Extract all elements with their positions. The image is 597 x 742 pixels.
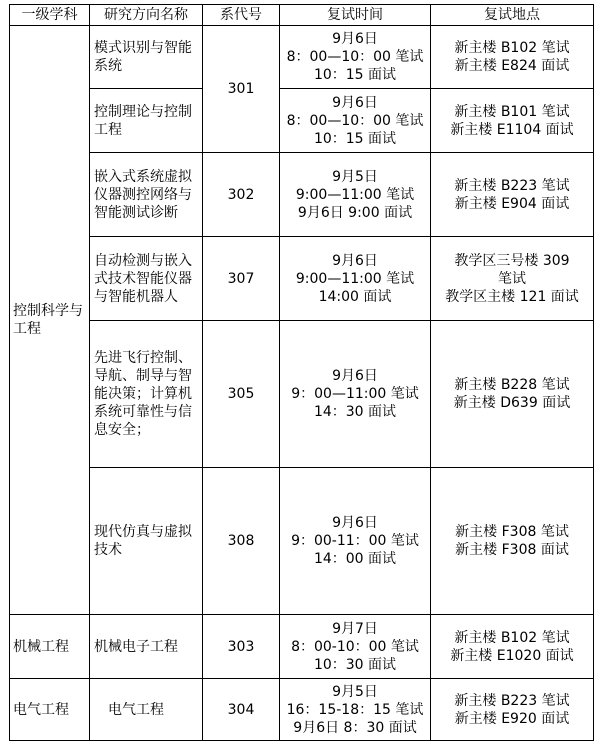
time-cell (280, 153, 431, 237)
time-cell (280, 468, 431, 615)
direction-cell: 模式识别与智能系统 (90, 26, 203, 89)
time-line: 10：15 面试 (313, 130, 397, 147)
code-cell: 302 (203, 153, 280, 237)
time-cell (280, 679, 431, 741)
direction-cell: 控制理论与控制工程 (90, 89, 203, 153)
header-time: 复试时间 (280, 5, 431, 26)
code-cell: 307 (203, 237, 280, 321)
place-line: 新主楼 B101 笔试 (454, 103, 570, 120)
time-cell (280, 615, 431, 679)
place-cell (431, 321, 594, 468)
time-line: 9：00-11：00 笔试 (291, 533, 419, 549)
time-line: 14:00 面试 (318, 288, 392, 305)
time-line: 9月6日 (332, 94, 378, 111)
place-cell (431, 26, 594, 89)
time-line: 9月6日 (332, 252, 378, 269)
place-cell (431, 615, 594, 679)
place-line: 笔试 (498, 270, 526, 287)
place-line: 新主楼 D639 面试 (453, 395, 571, 411)
place-cell (431, 679, 594, 741)
time-line: 9月6日 (332, 368, 378, 384)
direction-cell: 电气工程 (90, 679, 203, 741)
place-line: 新主楼 E1020 面试 (450, 647, 574, 664)
code-cell: 304 (203, 679, 280, 741)
place-line: 教学区三号楼 309 (454, 252, 570, 269)
time-line: 9月5日 (332, 168, 378, 185)
time-line: 9月6日 9:00 面试 (297, 204, 413, 221)
time-cell (280, 89, 431, 153)
table-row (10, 321, 594, 468)
time-line: 14：00 面试 (313, 551, 397, 567)
place-line: 新主楼 F308 面试 (455, 542, 569, 558)
time-line: 9：00—11:00 笔试 (291, 386, 419, 402)
place-cell (431, 89, 594, 153)
direction-cell: 先进飞行控制、导航、制导与智能决策；计算机系统可靠性与信息安全； (90, 321, 203, 468)
header-place: 复试地点 (431, 5, 594, 26)
table-row (10, 615, 594, 679)
direction-cell: 自动检测与嵌入式技术智能仪器与智能机器人 (90, 237, 203, 321)
place-cell (431, 468, 594, 615)
time-line: 14：30 面试 (313, 404, 397, 420)
subject-cell: 机械工程 (10, 615, 90, 679)
direction-cell: 机械电子工程 (90, 615, 203, 679)
time-line: 8：00-10：00 笔试 (291, 638, 419, 655)
table-row (10, 679, 594, 741)
place-line: 新主楼 F308 笔试 (455, 524, 569, 540)
time-line: 8：00—10：00 笔试 (286, 112, 424, 129)
time-cell (280, 26, 431, 89)
time-line: 10：30 面试 (313, 656, 397, 673)
place-line: 新主楼 B223 笔试 (454, 692, 570, 709)
place-line: 新主楼 B102 笔试 (454, 629, 570, 646)
header-direction: 研究方向名称 (90, 5, 203, 26)
time-line: 9月6日 (332, 515, 378, 531)
place-cell (431, 153, 594, 237)
time-line: 9:00—11:00 笔试 (295, 186, 415, 203)
code-cell: 308 (203, 468, 280, 615)
header-subject: 一级学科 (10, 5, 90, 26)
time-line: 9月6日 8：30 面试 (293, 719, 417, 736)
place-line: 新主楼 B228 笔试 (454, 377, 570, 393)
time-line: 9月7日 (332, 620, 378, 637)
header-code: 系代号 (203, 5, 280, 26)
header-row (10, 5, 594, 26)
time-line: 16：15-18：15 笔试 (286, 701, 424, 718)
place-line: 新主楼 E904 面试 (454, 195, 570, 212)
code-cell: 301 (203, 26, 280, 153)
direction-cell: 嵌入式系统虚拟仪器测控网络与智能测试诊断 (90, 153, 203, 237)
place-line: 教学区主楼 121 面试 (445, 288, 579, 305)
table-row (10, 468, 594, 615)
place-line: 新主楼 E824 面试 (454, 58, 570, 74)
time-line: 9:00—11:00 笔试 (295, 270, 415, 287)
retest-schedule-table (9, 4, 594, 741)
place-line: 新主楼 B102 笔试 (454, 40, 570, 56)
direction-cell: 现代仿真与虚拟技术 (90, 468, 203, 615)
place-cell (431, 237, 594, 321)
place-line: 新主楼 E920 面试 (454, 710, 570, 727)
time-cell (280, 237, 431, 321)
subject-cell: 控制科学与工程 (10, 26, 90, 615)
code-cell: 303 (203, 615, 280, 679)
table-row (10, 153, 594, 237)
place-line: 新主楼 E1104 面试 (450, 121, 574, 138)
time-cell (280, 321, 431, 468)
table-row (10, 26, 594, 89)
table-row (10, 237, 594, 321)
subject-cell: 电气工程 (10, 679, 90, 741)
time-line: 10：15 面试 (313, 67, 397, 83)
time-line: 9月6日 (332, 31, 378, 47)
table-row (10, 89, 594, 153)
code-cell: 305 (203, 321, 280, 468)
time-line: 8：00—10：00 笔试 (286, 49, 424, 65)
place-line: 新主楼 B223 笔试 (454, 177, 570, 194)
time-line: 9月5日 (332, 683, 378, 700)
